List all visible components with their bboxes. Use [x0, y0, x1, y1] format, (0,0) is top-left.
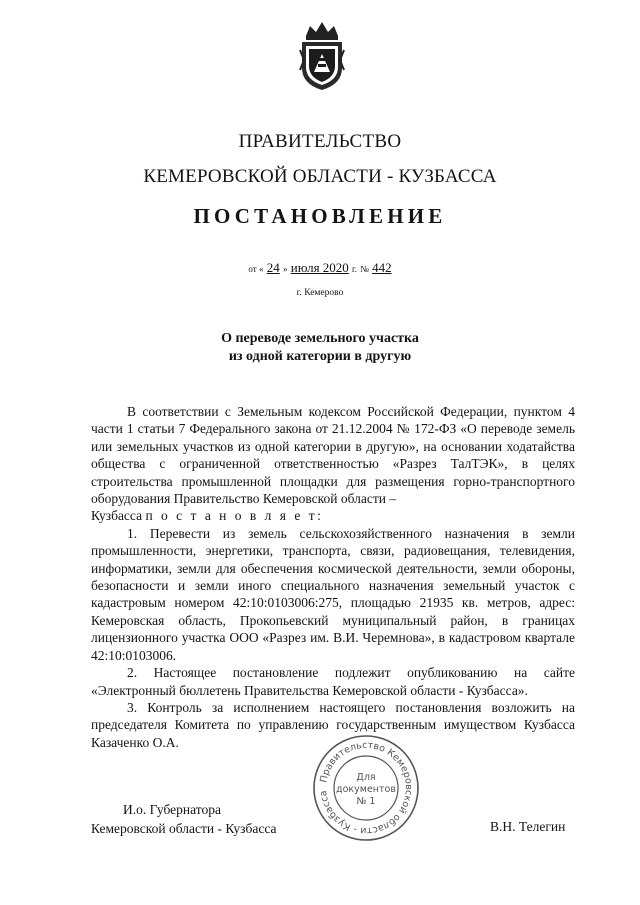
coat-of-arms-icon — [296, 20, 348, 92]
official-stamp — [311, 733, 421, 843]
date-quote: » — [282, 264, 288, 274]
date-prefix: от « — [248, 264, 264, 274]
preamble-end: Кузбасса — [91, 508, 143, 524]
signer-position-line-2: Кемеровской области - Кузбасса — [91, 821, 277, 836]
number-label: № — [360, 264, 369, 274]
document-number: 442 — [372, 260, 392, 275]
item-1: 1. Перевести из земель сельскохозяйственного назначения в земли промышленности, энергетики, транспорта, связи, радиовещания, телевидения, информатики, земли для обеспечения космической деятельности, земли обороны, безопасности и земли иного специального назначения земельный участок с кадастровым номером 42:10:0103006:275, площадью 21935 кв. метров, адрес: Кемеровская область, Прокопьевский муниципальный район, в границах лицензионного участка ООО «Разрез им. В.И. Черемнова», в кадастровом квартале 42:10:0103006. — [91, 525, 575, 663]
title-line-1: О переводе земельного участка — [221, 331, 419, 346]
government-name: ПРАВИТЕЛЬСТВО — [238, 131, 402, 152]
date-month-year: июля 2020 — [290, 260, 349, 275]
date-day: 24 — [266, 260, 280, 275]
date-suffix: г. — [352, 264, 357, 274]
stamp-ring-text: Правительство Кемеровской области - Кузбасса — [318, 739, 415, 837]
signer-position — [91, 800, 276, 838]
document-body — [91, 403, 575, 751]
document-title — [0, 330, 640, 366]
item-2: 2. Настоящее постановление подлежит опубликованию на сайте «Электронный бюллетень Правительства Кемеровской области - Кузбасса». — [91, 665, 575, 698]
signer-name: В.Н. Телегин — [490, 819, 566, 834]
item-3: 3. Контроль за исполнением настоящего постановления возложить на председателя Комитета по управлению государственным имуществом Кузбасса Казаченко О.А. — [91, 699, 575, 750]
date-line — [0, 260, 640, 276]
stamp-line-1: Для — [356, 772, 376, 783]
city: г. Кемерово — [296, 288, 344, 298]
resolves-word: п о с т а н о в л я е т: — [145, 508, 324, 524]
resolves-line — [91, 507, 575, 524]
signer-position-line-1: И.о. Губернатора — [123, 802, 222, 817]
stamp-line-3: № 1 — [356, 796, 376, 807]
region-name: КЕМЕРОВСКОЙ ОБЛАСТИ - КУЗБАССА — [143, 166, 497, 187]
stamp-line-2: документов — [336, 784, 396, 795]
document-type: ПОСТАНОВЛЕНИЕ — [193, 204, 447, 228]
title-line-2: из одной категории в другую — [228, 349, 412, 364]
preamble-paragraph: В соответствии с Земельным кодексом Российской Федерации, пунктом 4 части 1 статьи 7 Федерального закона от 21.12.2004 № 172-ФЗ «О переводе земель или земельных участков из одной категории в другую», на основании ходатайства общества с ограниченной ответственностью «Разрез ТалТЭК», в целях строительства промышленной площадки для размещения горно-транспортного оборудования Правительство Кемеровской области – — [91, 404, 575, 507]
